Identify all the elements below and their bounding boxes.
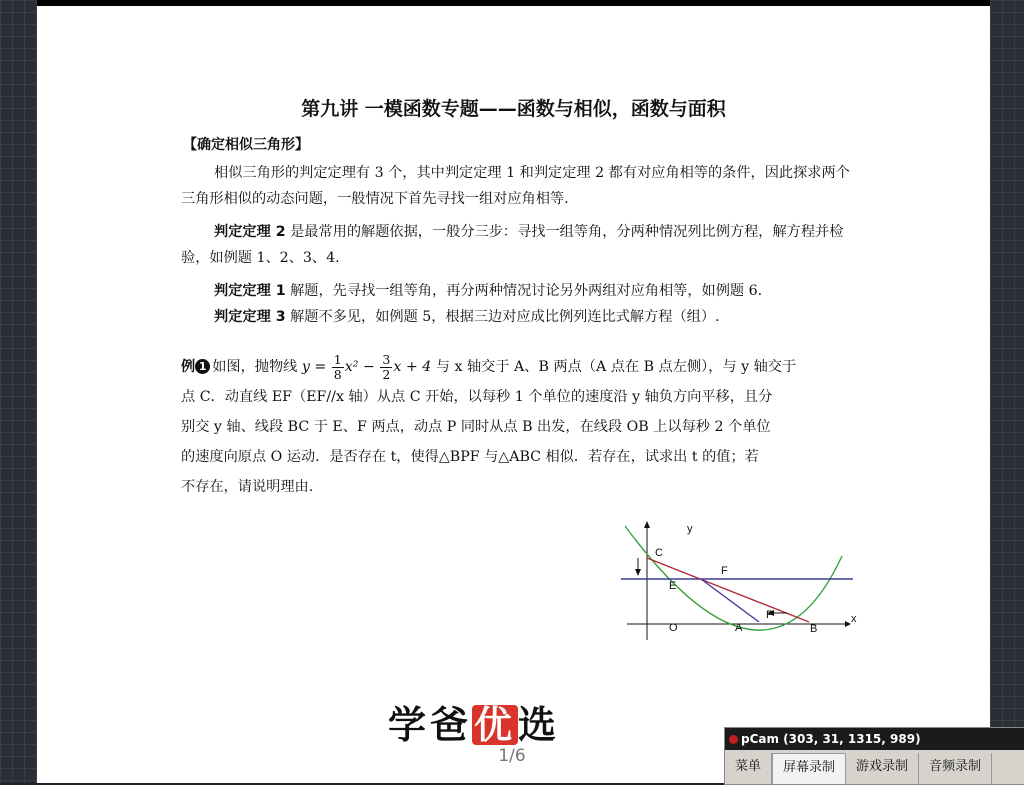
tab-audio-record[interactable]: 音频录制 (919, 753, 992, 784)
theorem1-text: 解题，先寻找一组等角，再分两种情况讨论另外两组对应角相等，如例题 6. (285, 283, 763, 299)
theorem3-label: 判定定理 3 (214, 309, 286, 325)
line-fp (701, 579, 759, 622)
theorem1-paragraph (181, 278, 851, 304)
label-f: F (721, 565, 728, 577)
watermark-logo (388, 694, 560, 749)
down-arrow-icon (635, 569, 641, 576)
y-axis-arrow (644, 521, 650, 528)
page-title: 第九讲 一模函数专题——函数与相似，函数与面积 (301, 98, 726, 120)
frac1-den: 8 (333, 366, 342, 382)
example-line3: 别交 y 轴、线段 BC 于 E、F 两点，动点 P 同时从点 B 出发，在线段 OB 上以每秒 2 个单位 (181, 419, 771, 435)
watermark-part2: 选 (518, 703, 561, 747)
label-e: E (669, 580, 677, 592)
parabola-curve (625, 526, 842, 630)
parabola-formula (302, 352, 431, 382)
label-o: O (669, 622, 678, 634)
viewer-right-margin (990, 0, 1024, 783)
watermark-highlight: 优 (474, 703, 517, 747)
example-line5: 不存在，请说明理由. (181, 479, 314, 495)
record-icon (729, 735, 738, 744)
example-number-badge: 1 (195, 359, 210, 374)
tab-screen-record[interactable]: 屏幕录制 (772, 753, 846, 784)
theorem3-text: 解题不多见，如例题 5，根据三边对应成比例列连比式解方程（组）. (285, 309, 720, 325)
theorem1-label: 判定定理 1 (214, 283, 286, 299)
fraction-3-2 (380, 353, 392, 382)
theorem2-paragraph (181, 219, 851, 271)
watermark-part1: 学爸 (388, 703, 473, 747)
section-heading: 【确定相似三角形】 (183, 137, 309, 153)
label-p: P (766, 609, 774, 621)
formula-eq: = (309, 359, 331, 375)
recorder-titlebar[interactable] (725, 728, 1024, 750)
recorder-title: pCam (303, 31, 1315, 989) (741, 732, 921, 746)
theorem3-paragraph (181, 304, 851, 330)
intro-paragraph (181, 160, 851, 212)
label-c: C (655, 547, 663, 559)
example-line1-rest: 与 x 轴交于 A、B 两点（A 点在 B 点左侧），与 y 轴交于 (431, 359, 797, 375)
formula-y: y (301, 359, 310, 375)
fraction-1-8 (332, 353, 344, 382)
theorem2-label: 判定定理 2 (214, 224, 286, 240)
formula-mid: x² − (344, 359, 380, 375)
parabola-graph (617, 518, 857, 643)
example-1 (181, 352, 851, 502)
label-x-axis: x (851, 613, 857, 625)
formula-end: x + 4 (393, 359, 432, 375)
label-y-axis: y (687, 523, 693, 535)
label-b: B (810, 623, 818, 635)
viewer-left-margin (0, 0, 37, 783)
recorder-tabs (725, 750, 1024, 784)
intro-text: 相似三角形的判定定理有 3 个，其中判定定理 1 和判定定理 2 都有对应角相等的条件，因此探求两个三角形相似的动态问题，一般情况下首先寻找一组对应角相等. (181, 165, 850, 207)
example-line4: 的速度向原点 O 运动．是否存在 t，使得△BPF 与△ABC 相似．若存在，试求出 t 的值；若 (181, 449, 759, 465)
document-page (37, 6, 990, 783)
example-label: 例 (181, 359, 196, 375)
theorem2-text: 是最常用的解题依据，一般分三步：寻找一组等角，分两种情况列比例方程，解方程并检验，如例题 1、2、3、4. (181, 224, 844, 266)
example-lead: 如图，抛物线 (212, 359, 298, 375)
page-indicator: 1/6 (498, 746, 526, 766)
frac1-num: 1 (333, 351, 342, 367)
tab-game-record[interactable]: 游戏录制 (846, 753, 919, 784)
tab-menu[interactable]: 菜单 (725, 753, 772, 784)
label-a: A (735, 622, 743, 634)
recorder-widget (724, 727, 1024, 785)
frac2-num: 3 (382, 351, 391, 367)
frac2-den: 2 (382, 366, 391, 382)
example-line2: 点 C．动直线 EF（EF//x 轴）从点 C 开始，以每秒 1 个单位的速度沿 y 轴负方向平移，且分 (181, 389, 773, 405)
